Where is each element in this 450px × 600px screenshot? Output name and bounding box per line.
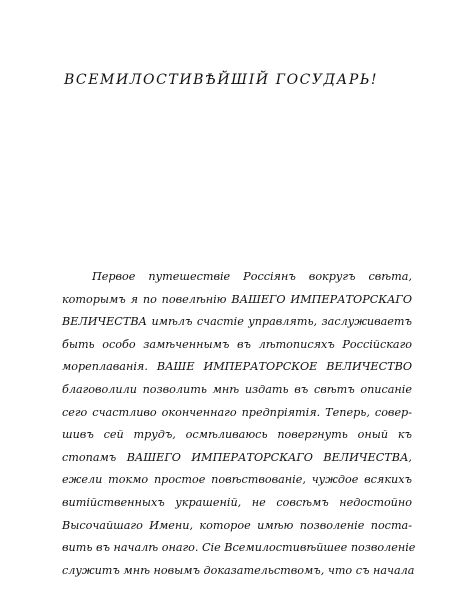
body-line: которымъ я по повелѣнію ВАШЕГО ИМПЕРАТОРСКАГО bbox=[62, 292, 412, 306]
dedication-body bbox=[62, 266, 416, 582]
body-line: служитъ мнѣ новымъ доказательствомъ, что съ начала bbox=[62, 563, 415, 577]
body-line: сего счастливо оконченнаго предпріятія. Теперь, совер- bbox=[62, 405, 412, 419]
body-line: шивъ сей трудъ, осмѣливаюсь повергнуть оный къ bbox=[62, 428, 412, 442]
body-line: стопамъ ВАШЕГО ИМПЕРАТОРСКАГО ВЕЛИЧЕСТВА, bbox=[62, 450, 412, 464]
body-line: быть особо замѣченнымъ въ лѣтописяхъ Россійскаго bbox=[62, 337, 412, 351]
body-line: мореплаванія. ВАШЕ ИМПЕРАТОРСКОЕ ВЕЛИЧЕСТВО bbox=[62, 360, 412, 374]
body-line: витійственныхъ украшеній, не совсѣмъ недостойно bbox=[62, 495, 412, 509]
body-line: Первое путешествіе Россіянъ вокругъ свѣта, bbox=[92, 270, 412, 283]
body-line: вить въ началѣ онаго. Сіе Всемилостивѣйшее позволеніе bbox=[62, 541, 416, 555]
body-line: Высочайшаго Имени, которое имѣю позволеніе поста- bbox=[62, 518, 412, 532]
dedication-heading: ВСЕМИЛОСТИВѢЙШІЙ ГОСУДАРЬ! bbox=[64, 72, 379, 88]
body-line: ВЕЛИЧЕСТВА имѣлъ счастіе управлять, заслуживаетъ bbox=[62, 315, 412, 329]
body-line: благоволили позволить мнѣ издать въ свѣтъ описаніе bbox=[62, 382, 412, 396]
body-line: ежели токмо простое повѣствованіе, чуждое всякихъ bbox=[62, 473, 412, 487]
